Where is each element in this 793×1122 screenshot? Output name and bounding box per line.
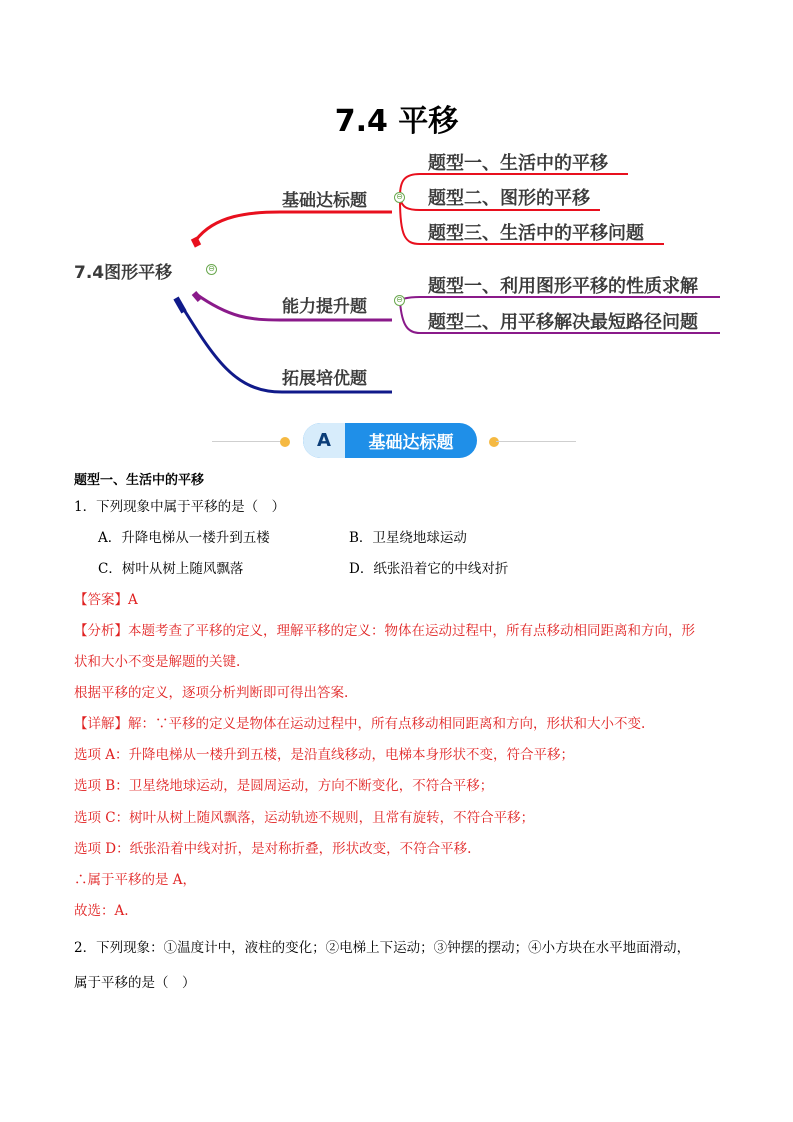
collapse-icon[interactable]: ⊖: [206, 264, 217, 275]
analysis-line: 状和大小不变是解题的关键.: [74, 654, 241, 670]
mindmap-leaf: 题型二、用平移解决最短路径问题: [428, 312, 698, 333]
detail-line: 选项 A：升降电梯从一楼升到五楼，是沿直线移动，电梯本身形状不变，符合平移；: [74, 747, 575, 763]
mindmap-leaf: 题型三、生活中的平移问题: [428, 223, 644, 244]
mindmap-root: 7.4图形平移: [74, 263, 173, 283]
analysis-line: 【分析】本题考查了平移的定义，理解平移的定义：物体在运动过程中，所有点移动相同距离和方向，形: [74, 623, 695, 639]
option-d: D．纸张沿着它的中线对折: [349, 561, 509, 577]
section-label: 基础达标题: [368, 433, 454, 453]
detail-line: 选项 D：纸张沿着中线对折，是对称折叠，形状改变，不符合平移.: [74, 841, 472, 857]
type-heading: 题型一、生活中的平移: [74, 473, 205, 488]
mind-map: [0, 0, 793, 420]
detail-line: ∴属于平移的是 A，: [74, 872, 197, 888]
banner-divider-right: [496, 441, 576, 442]
section-banner: [303, 423, 477, 458]
detail-line: 选项 B：卫星绕地球运动，是圆周运动，方向不断变化，不符合平移；: [74, 778, 494, 794]
collapse-icon[interactable]: ⊖: [394, 192, 405, 203]
page-title: 7.4 平移: [334, 104, 459, 139]
mindmap-leaf: 题型一、利用图形平移的性质求解: [428, 276, 698, 297]
mindmap-leaf: 题型二、图形的平移: [428, 188, 590, 209]
detail-line: 故选：A.: [74, 903, 129, 919]
analysis-line: 根据平移的定义，逐项分析判断即可得出答案.: [74, 685, 349, 701]
question-stem: 属于平移的是（ ）: [74, 975, 196, 991]
banner-dot-right: [489, 437, 499, 447]
question-stem: 1．下列现象中属于平移的是（ ）: [74, 499, 286, 515]
option-b: B．卫星绕地球运动: [349, 530, 467, 546]
mindmap-branch1-line: [196, 212, 392, 240]
banner-divider-left: [212, 441, 284, 442]
banner-dot-left: [280, 437, 290, 447]
detail-line: 选项 C：树叶从树上随风飘落，运动轨迹不规则，且常有旋转，不符合平移；: [74, 810, 535, 826]
option-c: C．树叶从树上随风飘落: [98, 561, 244, 577]
question-stem: 2．下列现象：①温度计中，液柱的变化；②电梯上下运动；③钟摆的摆动；④小方块在水平地面滑动，: [74, 940, 691, 956]
answer: 【答案】A: [74, 592, 138, 608]
section-letter: A: [303, 423, 345, 458]
detail-line: 【详解】解：∵平移的定义是物体在运动过程中，所有点移动相同距离和方向，形状和大小不变.: [74, 716, 646, 732]
mindmap-leaf: 题型一、生活中的平移: [428, 153, 608, 174]
mindmap-branch-basic: 基础达标题: [282, 191, 367, 211]
collapse-icon[interactable]: ⊖: [394, 295, 405, 306]
option-a: A．升降电梯从一楼升到五楼: [98, 530, 270, 546]
mindmap-branch-advanced: 能力提升题: [282, 297, 367, 317]
mindmap-branch-extension: 拓展培优题: [282, 369, 367, 389]
